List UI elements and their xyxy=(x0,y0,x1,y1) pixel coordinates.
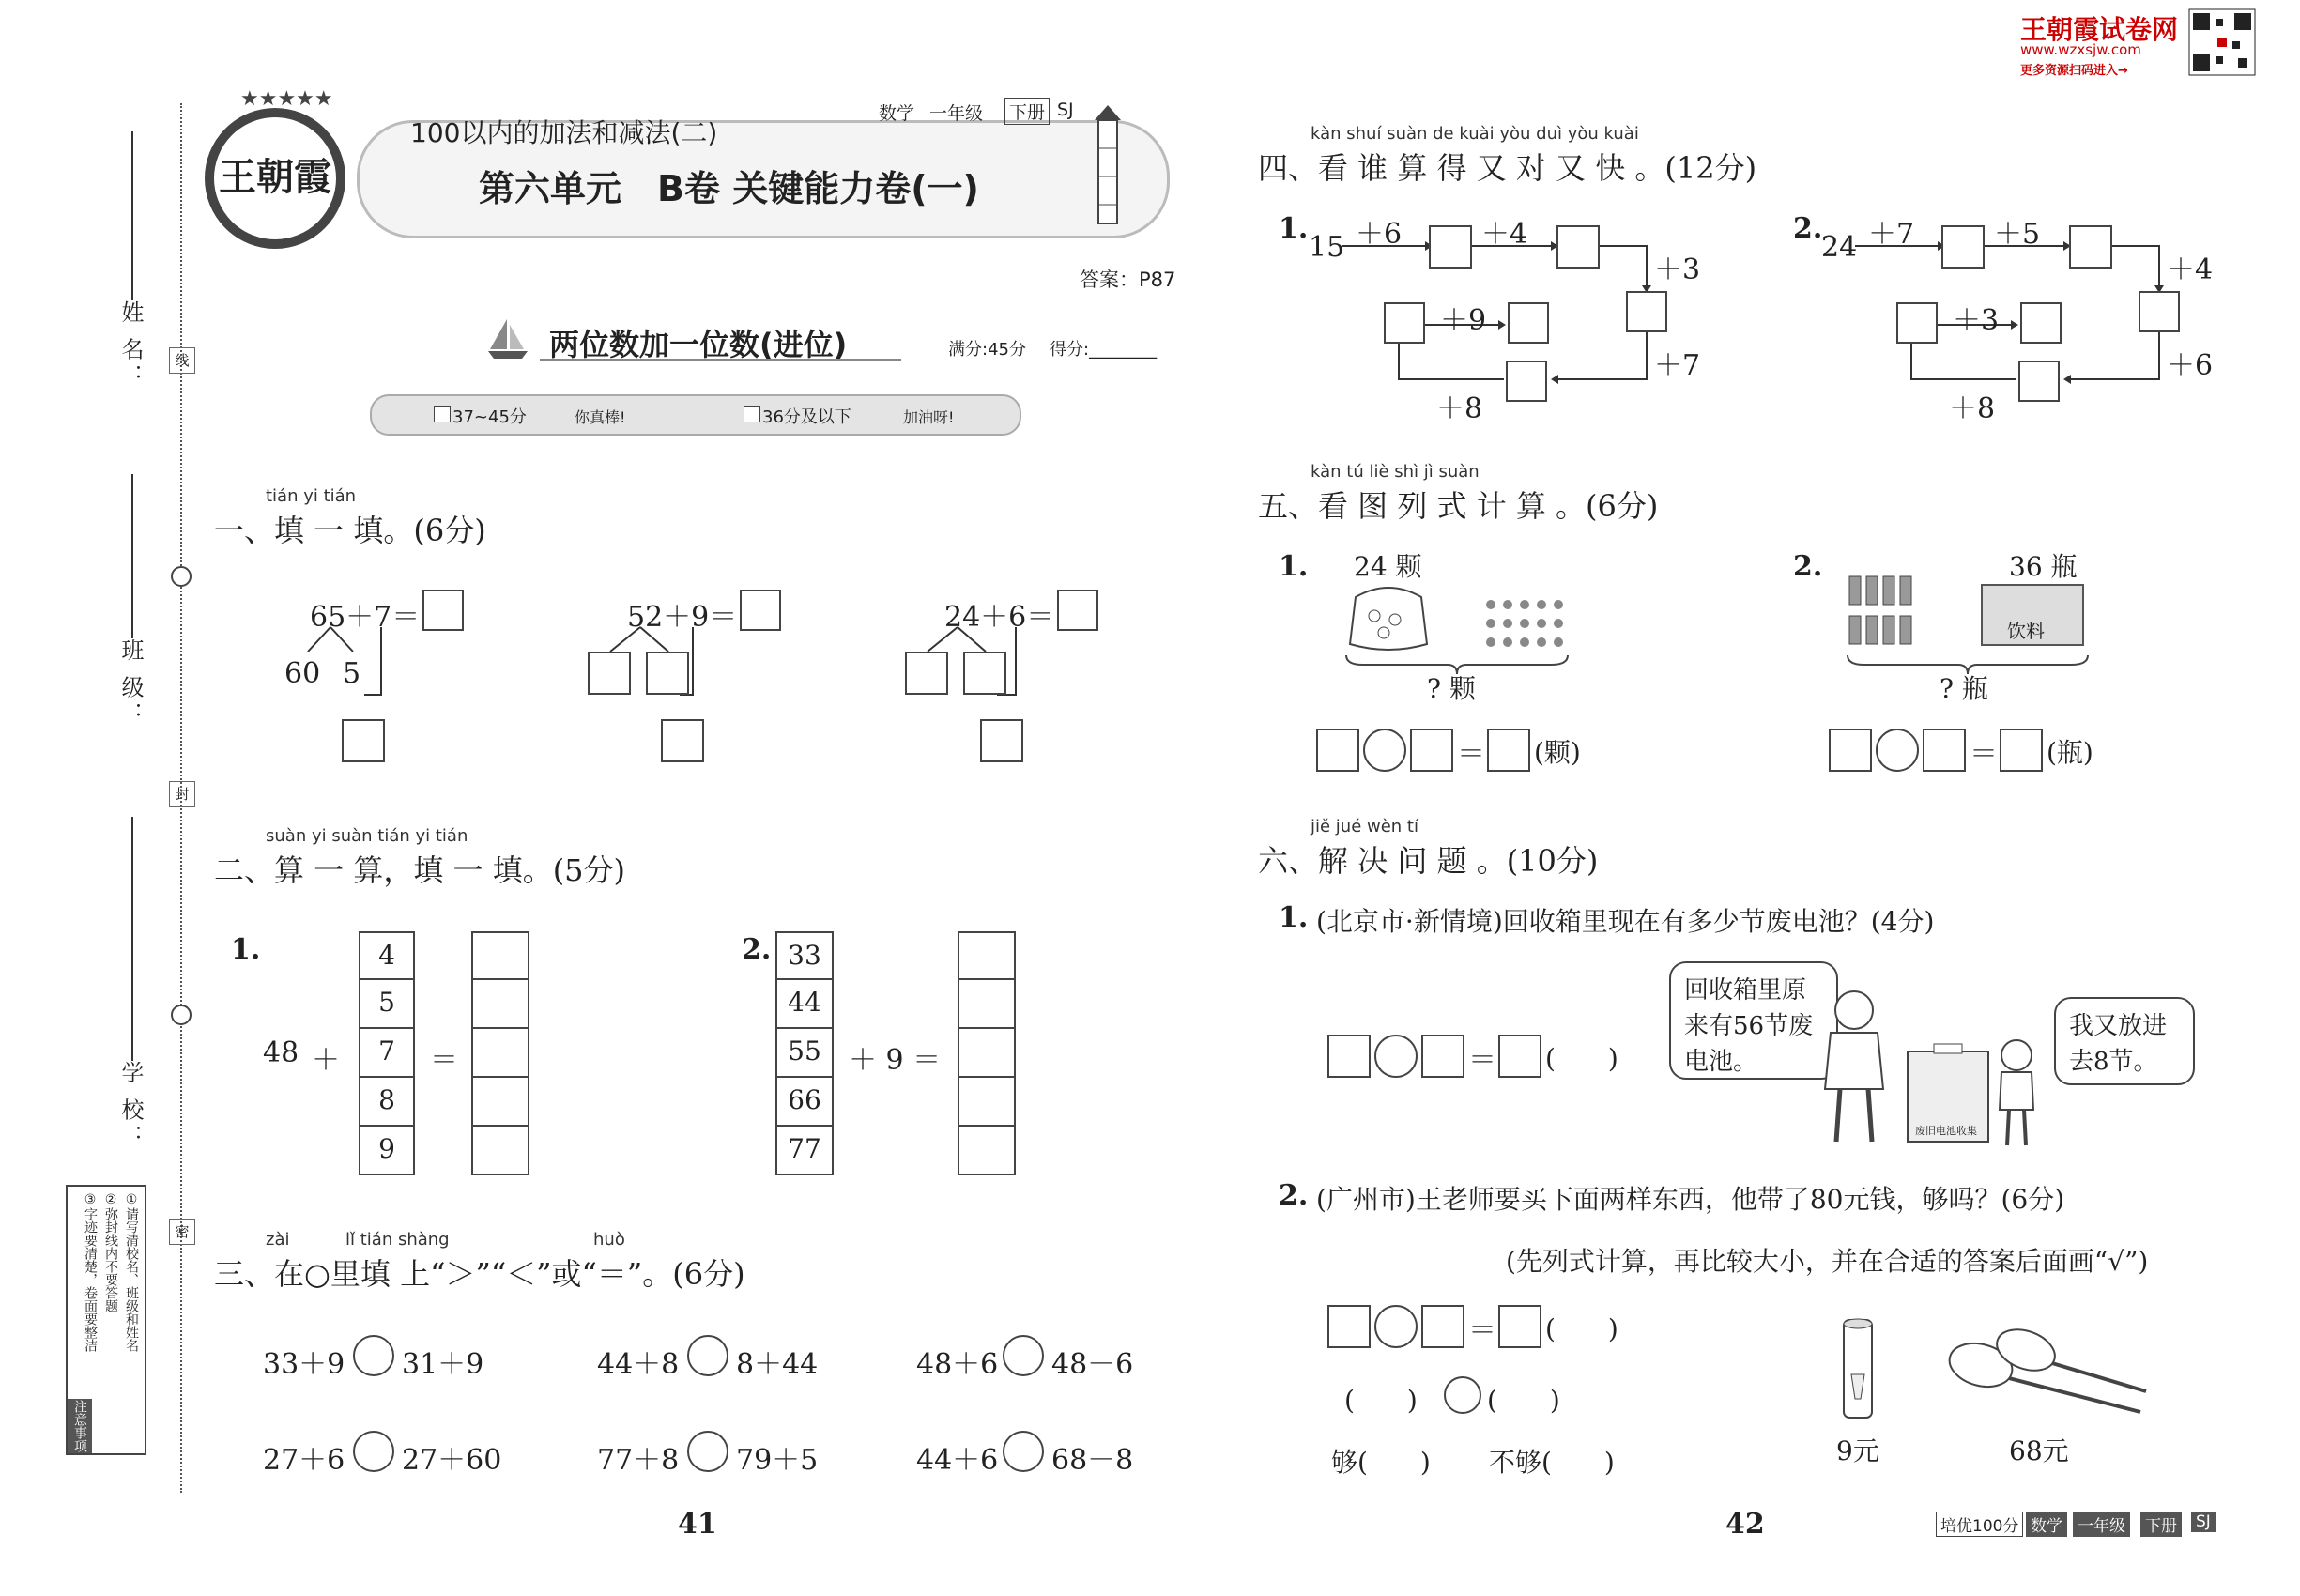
answer-box[interactable] xyxy=(2018,361,2060,402)
column-cell: 33 xyxy=(775,931,834,980)
split-expression: 65＋7＝ xyxy=(310,601,421,634)
section-5-pinyin: kàn tú liè shì jì suàn xyxy=(1311,462,1480,482)
question-number: 1. xyxy=(1279,212,1309,245)
binding-line-mark: 封 xyxy=(169,781,195,807)
compare-left: 48＋6 xyxy=(916,1348,999,1381)
chain-op: ＋8 xyxy=(1949,392,1996,425)
binding-hole xyxy=(171,1005,192,1025)
binding-hole xyxy=(171,566,192,587)
teacher-figure-icon xyxy=(1812,986,1896,1145)
publisher-logo xyxy=(205,87,345,249)
chain-op: ＋7 xyxy=(1654,349,1701,382)
footer-tag: 数学 xyxy=(2026,1512,2067,1537)
compare-circle[interactable] xyxy=(353,1335,394,1376)
answer-box[interactable] xyxy=(342,719,385,762)
answer-box[interactable] xyxy=(1421,1305,1464,1348)
question-number: 1. xyxy=(1279,550,1309,583)
rating-high-range: 37~45分 xyxy=(452,407,527,427)
topic-title: 两位数加一位数(进位) xyxy=(549,327,848,362)
compare-left: 77＋8 xyxy=(597,1444,680,1477)
unit-subtitle: 100以内的加法和减法(二) xyxy=(410,117,718,148)
compare-left: 44＋6 xyxy=(916,1444,999,1477)
section-1-pinyin: tián yi tián xyxy=(266,486,357,506)
page-number: 42 xyxy=(1725,1508,1765,1541)
footer-tag: 一年级 xyxy=(2073,1512,2130,1537)
column-cell: 7 xyxy=(359,1029,415,1078)
bubble-line: 我又放进 xyxy=(2069,1012,2168,1040)
question-number: 2. xyxy=(1793,212,1823,245)
compare-circle[interactable] xyxy=(687,1431,728,1472)
bottles-icon xyxy=(1848,567,1932,652)
answer-box[interactable] xyxy=(1506,361,1547,402)
answer-box[interactable] xyxy=(646,652,689,695)
answer-cell[interactable] xyxy=(471,1127,529,1175)
answer-column xyxy=(471,931,529,1175)
compare-left: 27＋6 xyxy=(263,1444,345,1477)
column-cell: 66 xyxy=(775,1078,834,1127)
notice-item: ③字迹要清楚，卷面要整洁 xyxy=(83,1192,98,1352)
section-2-pinyin: suàn yi suàn tián yi tián xyxy=(266,826,468,846)
problem-note: (先列式计算，再比较大小，并在合适的答案后面画“√”) xyxy=(1506,1246,2149,1277)
operand: 48 xyxy=(263,1036,299,1069)
answer-box[interactable] xyxy=(2020,302,2062,344)
site-name: 王朝霞试卷网 xyxy=(2020,14,2179,45)
section-5-title: 五、看 图 列 式 计 算 。(6分) xyxy=(1258,488,1659,524)
section-6-pinyin: jiě jué wèn tí xyxy=(1311,817,1418,836)
price-label: 9元 xyxy=(1836,1435,1879,1466)
chain-op: ＋6 xyxy=(2167,349,2214,382)
compare-circle[interactable] xyxy=(353,1431,394,1472)
answer-cell[interactable] xyxy=(471,980,529,1029)
answer-box[interactable] xyxy=(1421,1035,1464,1078)
sailboat-icon xyxy=(486,317,529,361)
answer-box[interactable] xyxy=(1327,1305,1371,1348)
answer-box[interactable] xyxy=(1508,302,1549,344)
rating-checkbox[interactable] xyxy=(744,406,760,422)
recycle-bin-label: 废旧电池收集 xyxy=(1915,1125,1977,1137)
compare-right: 48－6 xyxy=(1051,1348,1134,1381)
question-number: 1. xyxy=(1279,901,1309,934)
answer-box[interactable] xyxy=(740,590,781,631)
section-3-title: 三、在○里填 上“＞”“＜”或“＝”。(6分) xyxy=(214,1256,745,1292)
answer-box[interactable] xyxy=(1923,729,1966,772)
answer-box[interactable] xyxy=(905,652,948,695)
answer-cell[interactable] xyxy=(471,931,529,980)
qr-code-icon[interactable] xyxy=(2189,9,2255,75)
header-tag: 数学 xyxy=(879,103,915,124)
compare-right: 31＋9 xyxy=(402,1348,484,1381)
answer-box[interactable] xyxy=(1498,1035,1541,1078)
chain-op: ＋3 xyxy=(1654,253,1701,286)
notice-title: 注意事项 xyxy=(68,1399,92,1453)
page-title: 第六单元 B卷 关键能力卷(一) xyxy=(479,168,979,209)
column-cell: 8 xyxy=(359,1078,415,1127)
class-field-label: 班 级： xyxy=(117,638,144,729)
picture-label: 36 瓶 xyxy=(2009,551,2078,582)
header-tag: SJ xyxy=(1057,100,1074,120)
question-number: 2. xyxy=(742,933,772,966)
enough-option[interactable]: 够( ) xyxy=(1331,1447,1431,1478)
question-number: 2. xyxy=(1793,550,1823,583)
compare-right: 27＋60 xyxy=(402,1444,502,1477)
equals-sign: ＝ xyxy=(1468,1314,1496,1347)
page-number: 41 xyxy=(678,1508,717,1541)
chain-op: ＋4 xyxy=(1481,218,1528,251)
compare-circle[interactable] xyxy=(1444,1376,1481,1414)
badminton-rackets-icon xyxy=(1943,1333,2150,1418)
answer-cell[interactable] xyxy=(958,1127,1016,1175)
answer-box[interactable] xyxy=(1941,225,1985,269)
school-field-line[interactable] xyxy=(131,817,133,1061)
answer-box[interactable] xyxy=(980,719,1023,762)
answer-unit: (瓶) xyxy=(2047,737,2093,768)
compare-circle[interactable] xyxy=(687,1335,728,1376)
problem-text: (广州市)王老师要买下面两样东西，他带了80元钱，够吗？(6分) xyxy=(1316,1184,2065,1215)
operator: ＋ xyxy=(312,1044,340,1077)
question-number: 2. xyxy=(1279,1179,1309,1212)
split-expression: 52＋9＝ xyxy=(627,601,738,634)
compare-blank[interactable]: ( ) xyxy=(1344,1385,1418,1416)
series-badge: 培优100分 xyxy=(1936,1512,2023,1537)
operator-circle[interactable] xyxy=(1876,729,1919,772)
section-1-title: 一、填 一 填。(6分) xyxy=(214,513,486,548)
answer-box[interactable] xyxy=(1316,729,1359,772)
answer-blank[interactable]: ( ) xyxy=(1545,1313,1618,1344)
answer-box[interactable] xyxy=(1829,729,1872,772)
answer-column xyxy=(958,931,1016,1175)
bubble-line: 回收箱里原 xyxy=(1684,976,1807,1005)
notice-item: ②弥封线内不要答题 xyxy=(103,1192,118,1312)
answer-box[interactable] xyxy=(1498,1305,1541,1348)
candy-pieces-icon xyxy=(1483,597,1568,650)
rating-low-range: 36分及以下 xyxy=(762,407,851,427)
answer-cell[interactable] xyxy=(958,931,1016,980)
answer-box[interactable] xyxy=(1896,302,1938,344)
logo-text: 王朝霞 xyxy=(219,155,331,199)
answer-box[interactable] xyxy=(422,590,464,631)
operator-circle[interactable] xyxy=(1363,729,1406,772)
answer-cell[interactable] xyxy=(958,980,1016,1029)
answer-box[interactable] xyxy=(2000,729,2043,772)
answer-box[interactable] xyxy=(1410,729,1453,772)
column-cell: 9 xyxy=(359,1127,415,1175)
answer-cell[interactable] xyxy=(471,1078,529,1127)
column-cell: 77 xyxy=(775,1127,834,1175)
compare-circle[interactable] xyxy=(1003,1335,1044,1376)
split-part: 5 xyxy=(343,657,361,690)
operator: ＝ xyxy=(430,1044,458,1077)
answer-box[interactable] xyxy=(1384,302,1425,344)
equals-sign: ＝ xyxy=(1468,1044,1496,1077)
footer-tag: 下册 xyxy=(2140,1512,2182,1537)
answer-box[interactable] xyxy=(1626,291,1667,332)
compare-right: 8＋44 xyxy=(736,1348,819,1381)
chain-op: ＋4 xyxy=(2167,253,2214,286)
speech-bubble xyxy=(2054,997,2195,1085)
picture-question: ? 瓶 xyxy=(1940,673,1988,704)
compare-left: 33＋9 xyxy=(263,1348,345,1381)
split-expression: 24＋6＝ xyxy=(944,601,1055,634)
binding-line-mark: 密 xyxy=(169,1219,195,1245)
answer-ref: 答案：P87 xyxy=(1080,269,1176,291)
chain-op: ＋9 xyxy=(1440,304,1487,337)
chain-start: 15 xyxy=(1309,231,1345,264)
section-4-pinyin: kàn shuí suàn de kuài yòu duì yòu kuài xyxy=(1311,124,1639,144)
compare-left: 44＋8 xyxy=(597,1348,680,1381)
binding-line-mark: 线 xyxy=(169,347,195,374)
equals-sign: ＝ xyxy=(1457,738,1485,771)
candy-bag-icon xyxy=(1346,578,1431,653)
full-score: 满分:45分 xyxy=(948,340,1026,360)
chain-op: ＋6 xyxy=(1356,218,1403,251)
rating-high-text: 你真棒! xyxy=(575,408,626,426)
section-4-title: 四、看 谁 算 得 又 对 又 快 。(12分) xyxy=(1258,150,1757,186)
topic-underline xyxy=(540,359,901,361)
site-tip: 更多资源扫码进入→ xyxy=(2020,64,2128,78)
operator-circle[interactable] xyxy=(1374,1305,1418,1348)
number-column xyxy=(359,931,415,1175)
picture-label: 24 颗 xyxy=(1354,551,1422,582)
header-tag: 下册 xyxy=(1004,98,1050,125)
header-tag: 一年级 xyxy=(929,103,984,124)
answer-cell[interactable] xyxy=(958,1029,1016,1078)
chain-start: 24 xyxy=(1821,231,1858,264)
answer-box[interactable] xyxy=(1429,225,1472,269)
chain-op: ＋8 xyxy=(1436,392,1483,425)
chain-op: ＋3 xyxy=(1953,304,2000,337)
answer-box[interactable] xyxy=(963,652,1006,695)
answer-box[interactable] xyxy=(2069,225,2112,269)
name-field-line[interactable] xyxy=(131,131,133,300)
rating-low-text: 加油呀! xyxy=(903,408,955,426)
chain-op: ＋7 xyxy=(1868,218,1915,251)
section-3-pinyin: lǐ tián shàng xyxy=(345,1230,450,1250)
bubble-line: 电池。 xyxy=(1684,1048,1758,1076)
not-enough-option[interactable]: 不够( ) xyxy=(1489,1447,1615,1478)
operator-circle[interactable] xyxy=(1374,1035,1418,1078)
drink-box-label: 饮料 xyxy=(2007,620,2045,642)
answer-box[interactable] xyxy=(588,652,631,695)
answer-cell[interactable] xyxy=(958,1078,1016,1127)
problem-text: (北京市·新情境)回收箱里现在有多少节废电池？(4分) xyxy=(1316,906,1935,937)
footer-tag: SJ xyxy=(2191,1512,2216,1532)
section-2-title: 二、算 一 算，填 一 填。(5分) xyxy=(214,852,626,888)
equals-sign: ＝ xyxy=(1970,738,1998,771)
answer-blank[interactable]: ( ) xyxy=(1545,1043,1618,1074)
class-field-line[interactable] xyxy=(131,474,133,638)
answer-box[interactable] xyxy=(1487,729,1530,772)
answer-box[interactable] xyxy=(661,719,704,762)
answer-unit: (颗) xyxy=(1534,737,1581,768)
column-cell: 55 xyxy=(775,1029,834,1078)
child-figure-icon xyxy=(1988,1036,2045,1149)
answer-box[interactable] xyxy=(2139,291,2180,332)
site-url: www.wzxsjw.com xyxy=(2020,41,2141,58)
name-field-label: 姓 名： xyxy=(117,300,144,391)
compare-right: 79＋5 xyxy=(736,1444,819,1477)
notice-item: ①请写清校名、班级和姓名 xyxy=(124,1192,139,1352)
bubble-line: 来有56节废 xyxy=(1684,1012,1814,1040)
price-label: 68元 xyxy=(2009,1435,2069,1466)
compare-circle[interactable] xyxy=(1003,1431,1044,1472)
section-3-pinyin: huò xyxy=(593,1230,625,1250)
chain-op: ＋5 xyxy=(1994,218,2041,251)
star-icon: ★★★★★ xyxy=(240,87,333,111)
section-3-pinyin: zài xyxy=(266,1230,290,1250)
notice-box xyxy=(66,1185,146,1455)
picture-question: ? 颗 xyxy=(1427,673,1476,704)
rating-checkbox[interactable] xyxy=(434,406,451,422)
column-cell: 5 xyxy=(359,980,415,1029)
shuttlecock-tube-icon xyxy=(1840,1318,1878,1421)
question-number: 1. xyxy=(231,933,261,966)
answer-box[interactable] xyxy=(1556,225,1600,269)
score-field[interactable]: 得分:________ xyxy=(1050,340,1158,360)
answer-box[interactable] xyxy=(1057,590,1098,631)
split-part: 60 xyxy=(284,657,321,690)
number-column xyxy=(775,931,834,1175)
answer-box[interactable] xyxy=(1327,1035,1371,1078)
compare-right: 68－8 xyxy=(1051,1444,1134,1477)
column-cell: 44 xyxy=(775,980,834,1029)
compare-blank[interactable]: ( ) xyxy=(1487,1385,1560,1416)
school-field-label: 学 校： xyxy=(117,1061,144,1151)
section-6-title: 六、解 决 问 题 。(10分) xyxy=(1258,843,1599,879)
operator-tail: ＋ 9 ＝ xyxy=(849,1044,942,1077)
bubble-line: 去8节。 xyxy=(2069,1048,2158,1076)
lighthouse-icon xyxy=(1080,101,1136,233)
column-cell: 4 xyxy=(359,931,415,980)
answer-cell[interactable] xyxy=(471,1029,529,1078)
